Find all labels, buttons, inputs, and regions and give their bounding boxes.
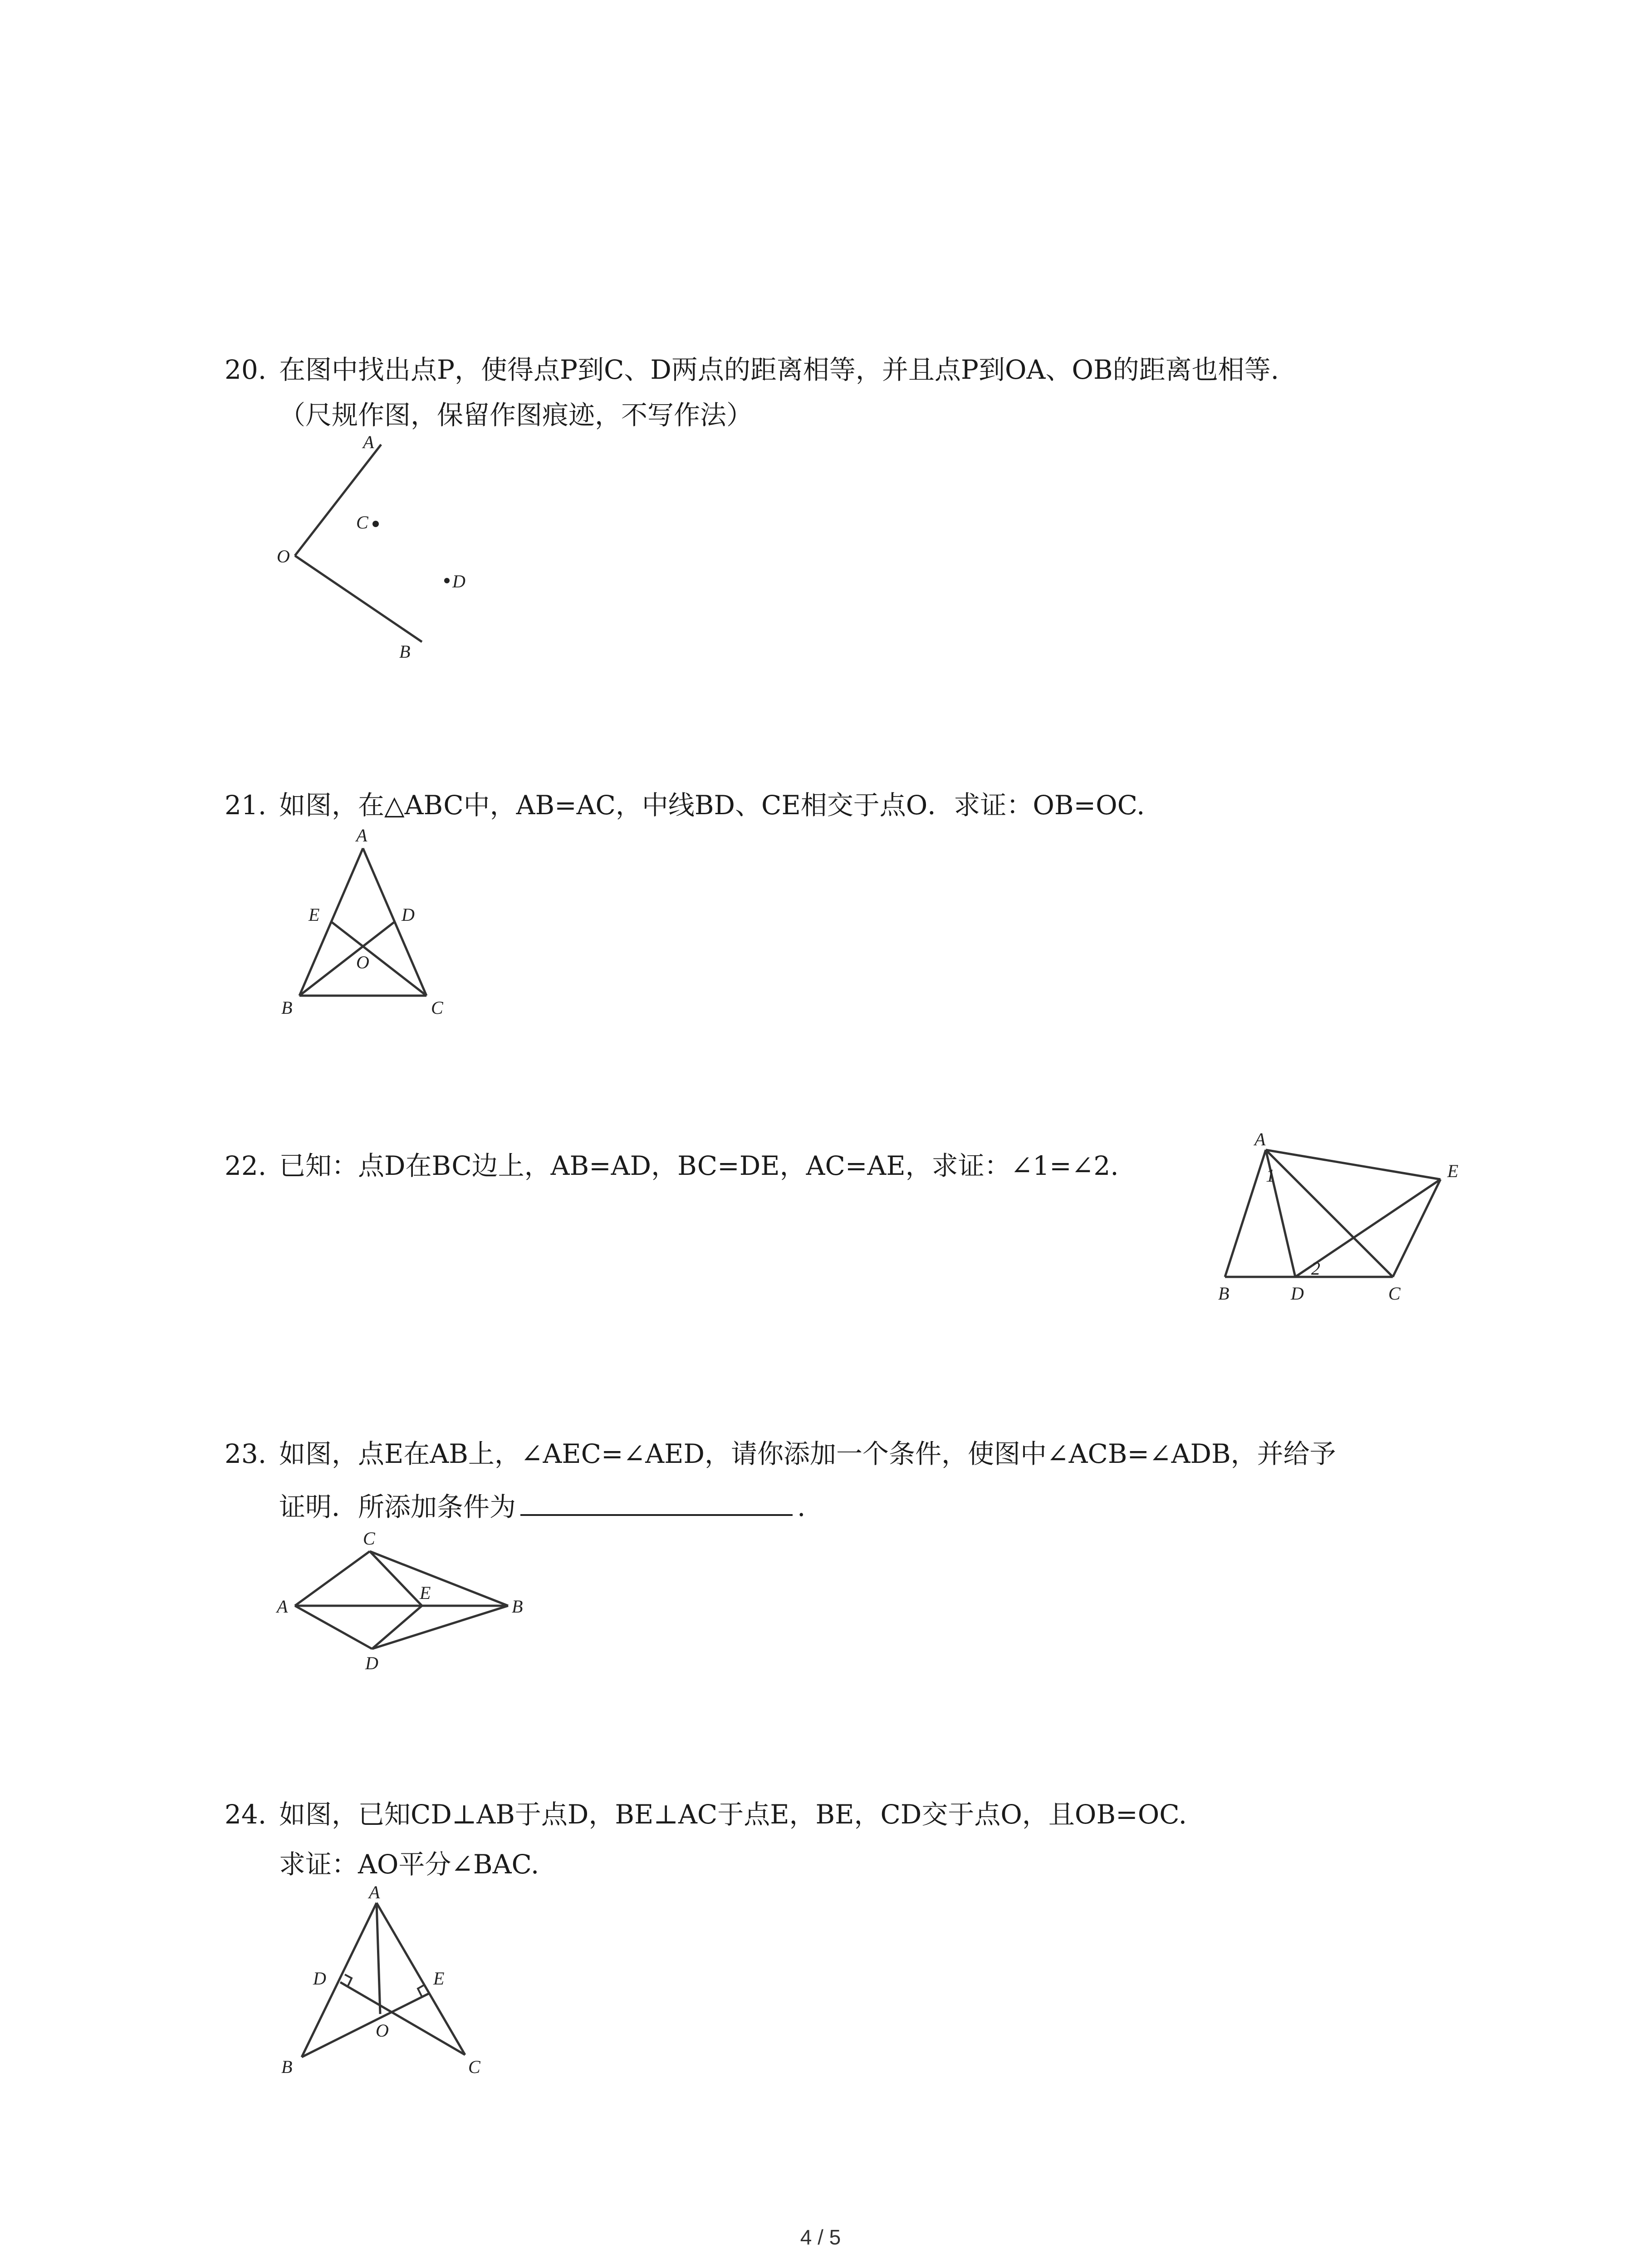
problem-text: 如图，在△ABC中，AB=AC，中线BD、CE相交于点O．求证：OB=OC. [279,790,1145,821]
label-D: D [313,1968,326,1989]
label-C: C [356,512,368,533]
label-A: A [1254,1129,1266,1149]
label-B: B [281,2057,293,2077]
side-AC [295,1551,370,1606]
problem-text: 如图，点E在AB上，∠AEC=∠AED，请你添加一个条件，使图中∠ACB=∠ADB，并给予 [279,1438,1336,1469]
label-E: E [309,904,320,925]
side-DB [372,1606,508,1649]
right-angle-mark-E [418,1985,424,1997]
label-D: D [365,1653,378,1673]
label-B: B [399,641,411,662]
label-D: D [1291,1283,1304,1304]
label-E: E [420,1583,431,1603]
problem-20-figure [254,431,490,667]
problem-text: 求证：AO平分∠BAC. [279,1849,539,1880]
side-CE [1393,1179,1440,1277]
segment-CE [370,1551,422,1606]
label-C: C [363,1528,375,1549]
label-angle-1: 1 [1266,1165,1275,1186]
label-D: D [452,571,465,591]
problem-20-line-1 [225,352,1279,388]
problem-24-line-1 [225,1796,1187,1833]
label-O: O [356,952,369,973]
segment-DE [372,1606,422,1649]
label-E: E [433,1968,445,1989]
problem-text: 证明．所添加条件为 [279,1491,516,1522]
label-B: B [512,1596,523,1617]
label-E: E [1447,1161,1459,1181]
label-B: B [281,997,293,1018]
problem-number: 24. [225,1799,267,1830]
problem-23-line-2 [279,1488,805,1525]
line-end-punctuation: . [797,1491,806,1522]
side-AD [295,1606,372,1649]
point-D [444,578,450,583]
side-CB [370,1551,508,1606]
problem-21-figure [272,826,463,1030]
segment-CD [340,1982,465,2055]
problem-23-figure [272,1526,554,1676]
label-D: D [402,904,415,925]
segment-BE [302,1994,429,2057]
label-A: A [277,1596,288,1617]
problem-number: 22. [225,1150,267,1181]
label-O: O [277,546,290,567]
problem-22-line-1 [225,1148,1119,1184]
label-A: A [369,1882,380,1902]
problem-text: 在图中找出点P，使得点P到C、D两点的距离相等，并且点P到OA、OB的距离也相等. [279,354,1279,385]
point-C [372,521,379,527]
problem-text: 已知：点D在BC边上，AB=AD，BC=DE，AC=AE，求证：∠1=∠2. [279,1150,1119,1181]
label-B: B [1218,1283,1230,1304]
label-O: O [376,2020,389,2041]
page-number: 4 / 5 [800,2225,841,2249]
side-AC [377,1903,465,2055]
ray-OA [295,445,381,556]
problem-number: 23. [225,1438,267,1469]
label-C: C [431,997,443,1018]
label-C: C [468,2057,480,2077]
label-C: C [1388,1283,1401,1304]
problem-22-figure [1198,1125,1488,1315]
problem-24-line-2 [279,1846,539,1882]
problem-text: （尺规作图，保留作图痕迹，不写作法） [279,400,753,430]
answer-blank[interactable] [520,1488,793,1516]
label-A: A [356,825,367,846]
problem-text: 如图，已知CD⊥AB于点D，BE⊥AC于点E，BE，CD交于点O，且OB=OC. [279,1799,1187,1830]
problem-23-line-1 [225,1436,1336,1472]
problem-24-figure [272,1882,490,2091]
label-angle-2: 2 [1311,1258,1320,1279]
problem-number: 21. [225,790,267,821]
segment-AO [377,1903,380,2014]
ray-OB [295,556,422,642]
label-A: A [363,432,374,452]
problem-20-line-2 [279,397,753,433]
side-AB [1225,1150,1266,1277]
problem-21-line-1 [225,787,1145,823]
problem-number: 20. [225,354,267,385]
